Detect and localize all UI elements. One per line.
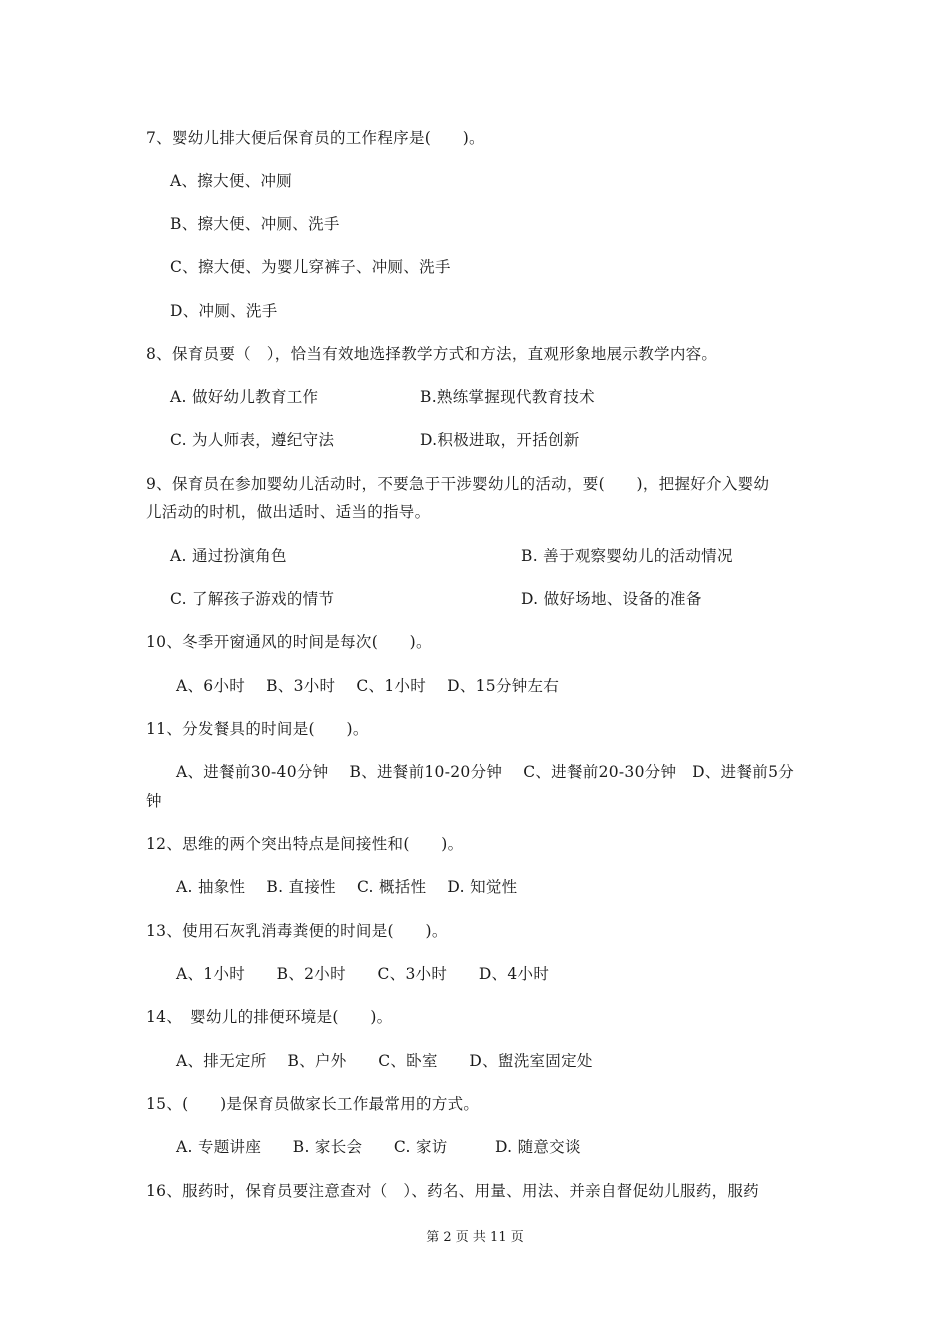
- question-15-stem: 15、( )是保育员做家长工作最常用的方式。: [146, 1095, 480, 1113]
- question-8-option-c: C. 为人师表，遵纪守法: [170, 431, 335, 449]
- question-9-option-b: B. 善于观察婴幼儿的活动情况: [521, 547, 733, 565]
- question-8-option-d: D.积极进取，开括创新: [420, 431, 580, 449]
- question-7-stem: 7、婴幼儿排大便后保育员的工作程序是( )。: [146, 129, 485, 147]
- question-7-option-b: B、擦大便、冲厕、洗手: [170, 215, 340, 233]
- question-9-option-d: D. 做好场地、设备的准备: [521, 590, 702, 608]
- question-7-option-a: A、擦大便、冲厕: [170, 172, 293, 190]
- question-15-options: A. 专题讲座 B. 家长会 C. 家访 D. 随意交谈: [176, 1138, 581, 1156]
- question-16-stem: 16、服药时，保育员要注意查对（ ）、药名、用量、用法、并亲自督促幼儿服药，服药: [146, 1182, 759, 1200]
- question-11-options: A、进餐前30-40分钟 B、进餐前10-20分钟 C、进餐前20-30分钟 D、进餐前5分: [176, 763, 795, 781]
- question-8-option-a: A. 做好幼儿教育工作: [170, 388, 319, 406]
- question-11-stem: 11、分发餐具的时间是( )。: [146, 720, 369, 738]
- question-9-stem-line-1: 9、保育员在参加婴幼儿活动时，不要急于干涉婴幼儿的活动，要( )，把握好介入婴幼: [146, 475, 770, 493]
- page-footer: 第 2 页 共 11 页: [426, 1230, 524, 1245]
- question-11-options-wrap: 钟: [146, 792, 162, 810]
- question-14-stem: 14、 婴幼儿的排便环境是( )。: [146, 1008, 393, 1026]
- question-9-option-a: A. 通过扮演角色: [170, 547, 287, 565]
- question-8-stem: 8、保育员要（ ），恰当有效地选择教学方式和方法，直观形象地展示教学内容。: [146, 345, 718, 363]
- question-14-options: A、排无定所 B、户外 C、卧室 D、盥洗室固定处: [176, 1052, 593, 1070]
- question-13-stem: 13、使用石灰乳消毒粪便的时间是( )。: [146, 922, 448, 940]
- question-13-options: A、1小时 B、2小时 C、3小时 D、4小时: [176, 965, 550, 983]
- question-9-option-c: C. 了解孩子游戏的情节: [170, 590, 335, 608]
- question-9-stem-line-2: 儿活动的时机，做出适时、适当的指导。: [146, 503, 431, 521]
- question-10-options: A、6小时 B、3小时 C、1小时 D、15分钟左右: [176, 677, 560, 695]
- question-12-options: A. 抽象性 B. 直接性 C. 概括性 D. 知觉性: [176, 878, 518, 896]
- question-7-option-d: D、冲厕、洗手: [170, 302, 278, 320]
- question-10-stem: 10、冬季开窗通风的时间是每次( )。: [146, 633, 432, 651]
- question-12-stem: 12、思维的两个突出特点是间接性和( )。: [146, 835, 464, 853]
- question-7-option-c: C、擦大便、为婴儿穿裤子、冲厕、洗手: [170, 258, 451, 276]
- question-8-option-b: B.熟练掌握现代教育技术: [420, 388, 595, 406]
